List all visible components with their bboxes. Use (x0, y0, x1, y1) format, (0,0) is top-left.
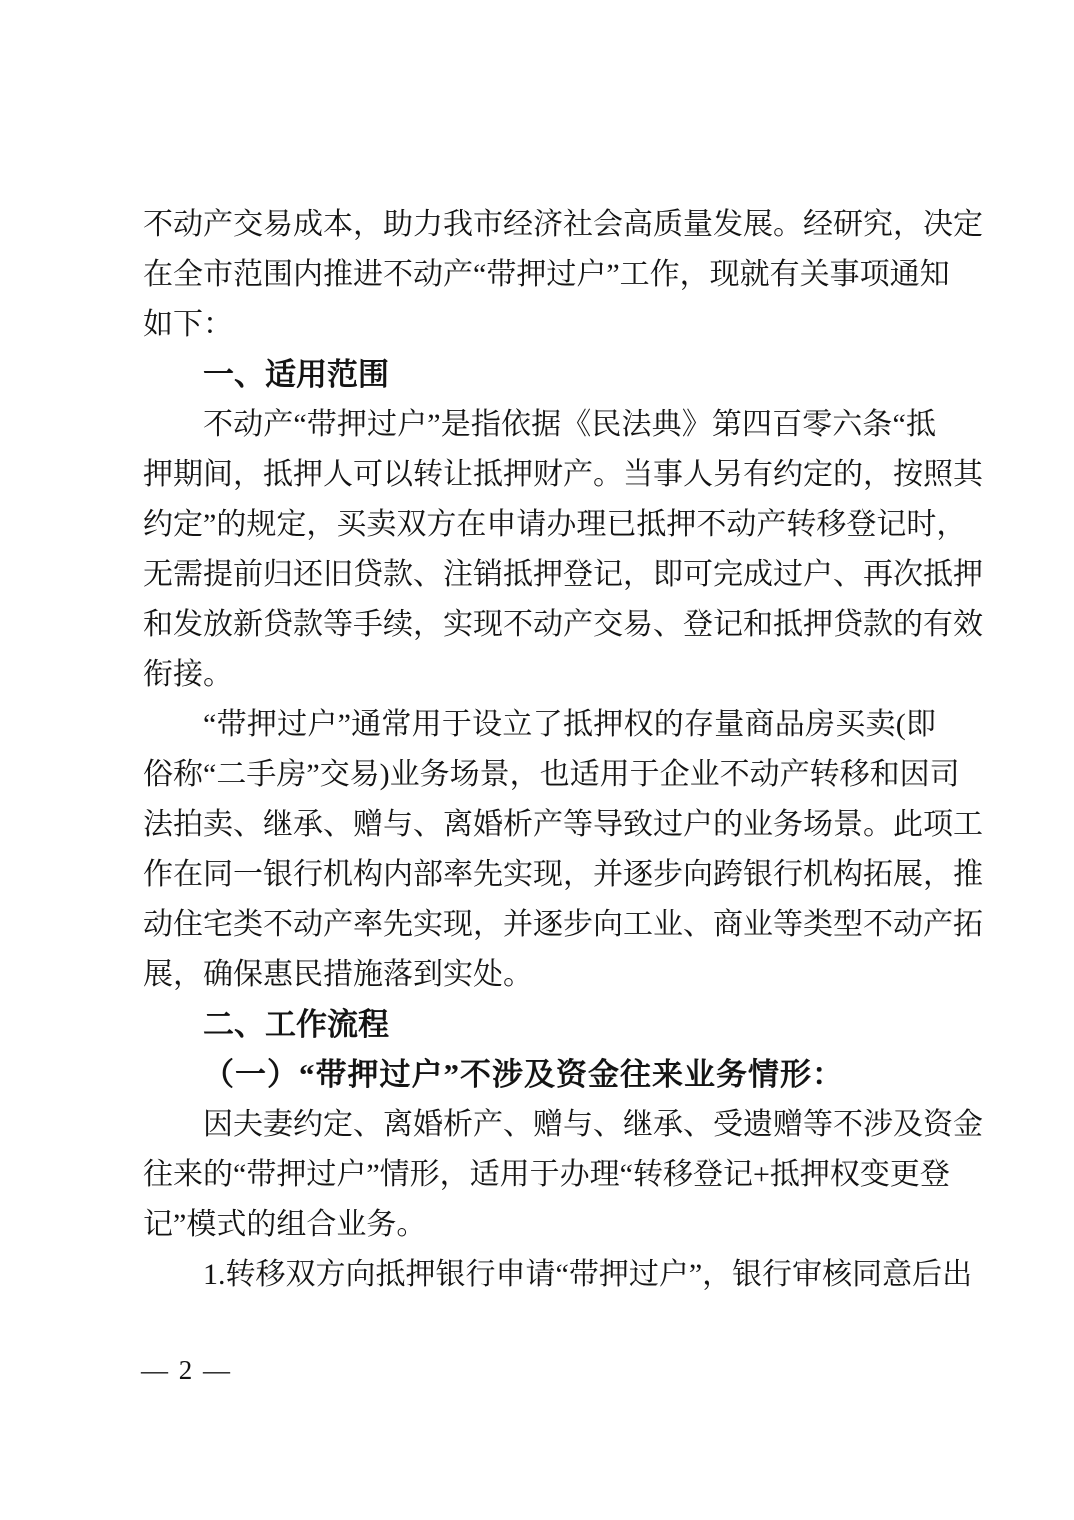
text-line: 因夫妻约定、离婚析产、赠与、继承、受遗赠等不涉及资金 (203, 1108, 983, 1141)
sub-heading: （一）“带押过户”不涉及资金往来业务情形： (203, 1057, 844, 1092)
page-number: — 2 — (141, 1355, 232, 1385)
section-heading-2: 二、工作流程 (203, 1007, 389, 1042)
text-line: 俗称“二手房”交易)业务场景，也适用于企业不动产转移和因司 (143, 758, 960, 791)
text-line: 往来的“带押过户”情形，适用于办理“转移登记+抵押权变更登 (143, 1158, 950, 1191)
text-line: 记”模式的组合业务。 (143, 1208, 427, 1241)
text-line: 在全市范围内推进不动产“带押过户”工作，现就有关事项通知 (143, 258, 950, 291)
text-line: 法拍卖、继承、赠与、离婚析产等导致过户的业务场景。此项工 (143, 808, 983, 841)
text-line: 约定”的规定，买卖双方在申请办理已抵押不动产转移登记时， (143, 508, 967, 541)
text-line: 无需提前归还旧贷款、注销抵押登记，即可完成过户、再次抵押 (143, 558, 983, 591)
section-heading-1: 一、适用范围 (203, 357, 389, 392)
text-line: 不动产交易成本，助力我市经济社会高质量发展。经研究，决定 (143, 208, 983, 241)
text-line: 不动产“带押过户”是指依据《民法典》第四百零六条“抵 (203, 408, 936, 441)
text-line: 动住宅类不动产率先实现，并逐步向工业、商业等类型不动产拓 (143, 908, 983, 941)
text-line: 如下： (143, 308, 233, 341)
text-line: 和发放新贷款等手续，实现不动产交易、登记和抵押贷款的有效 (143, 608, 983, 641)
text-line: “带押过户”通常用于设立了抵押权的存量商品房买卖(即 (203, 708, 936, 741)
text-line: 展，确保惠民措施落到实处。 (143, 958, 533, 991)
text-line: 衔接。 (143, 658, 233, 691)
text-line: 押期间，抵押人可以转让抵押财产。当事人另有约定的，按照其 (143, 458, 983, 491)
document-body (143, 200, 983, 1300)
text-line: 作在同一银行机构内部率先实现，并逐步向跨银行机构拓展，推 (143, 858, 983, 891)
text-line: 1.转移双方向抵押银行申请“带押过户”，银行审核同意后出 (203, 1258, 973, 1291)
